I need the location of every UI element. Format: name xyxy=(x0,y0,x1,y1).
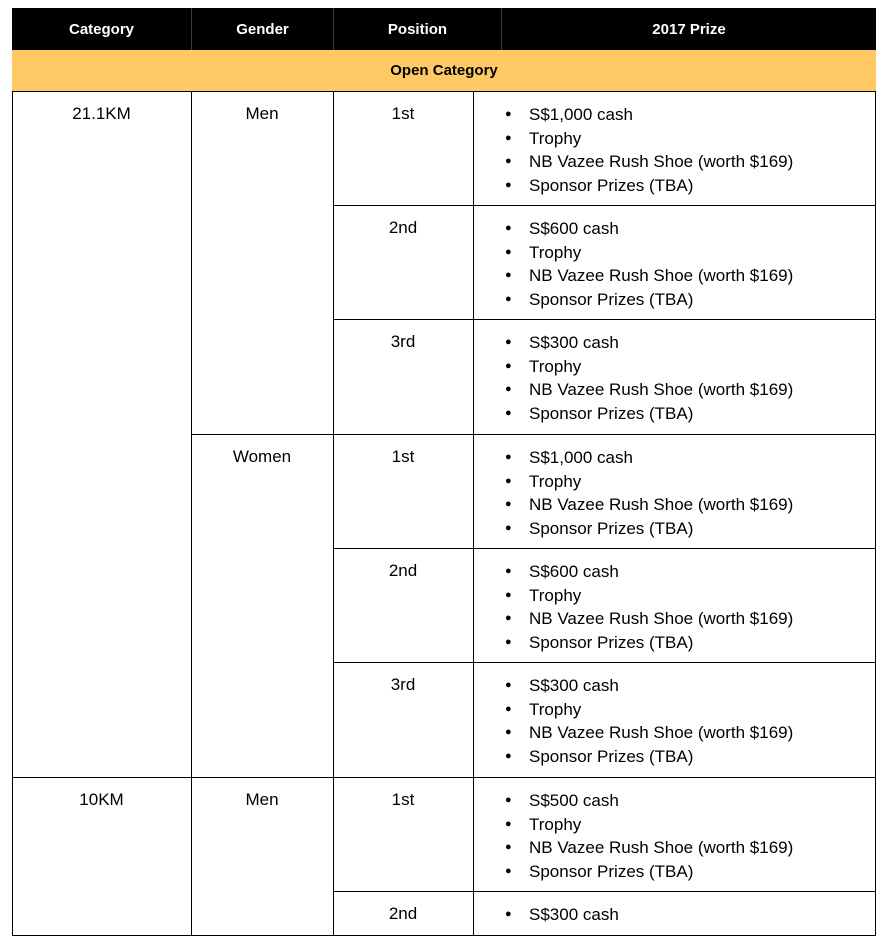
prize-item: ● Trophy xyxy=(505,584,793,608)
prize-item: ● S$300 cash xyxy=(505,903,619,927)
prize-list xyxy=(505,446,793,540)
header-category: Category xyxy=(12,8,191,50)
prize-item: ● Trophy xyxy=(505,470,793,494)
header-gender: Gender xyxy=(191,8,333,50)
prize-item: ● Sponsor Prizes (TBA) xyxy=(505,174,793,198)
position-cell: 3rd xyxy=(390,332,416,351)
prize-item: ● Sponsor Prizes (TBA) xyxy=(505,745,793,769)
section-title: Open Category xyxy=(12,50,876,92)
prize-list xyxy=(505,103,793,197)
row-divider xyxy=(191,434,876,435)
prize-item: ● NB Vazee Rush Shoe (worth $169) xyxy=(505,493,793,517)
prize-item: ● NB Vazee Rush Shoe (worth $169) xyxy=(505,150,793,174)
gender-cell: Women xyxy=(232,447,292,466)
position-cell: 3rd xyxy=(390,675,416,694)
prize-list xyxy=(505,560,793,654)
prize-list xyxy=(505,331,793,425)
prize-item: ● NB Vazee Rush Shoe (worth $169) xyxy=(505,836,793,860)
prize-item: ● S$500 cash xyxy=(505,789,793,813)
prize-item: ● S$1,000 cash xyxy=(505,446,793,470)
prize-item: ● S$600 cash xyxy=(505,217,793,241)
row-divider xyxy=(333,662,876,663)
prize-item: ● Trophy xyxy=(505,355,793,379)
prize-item: ● Sponsor Prizes (TBA) xyxy=(505,517,793,541)
prize-item: ● S$1,000 cash xyxy=(505,103,793,127)
prize-item: ● S$300 cash xyxy=(505,674,793,698)
prize-list xyxy=(505,789,793,883)
position-cell: 1st xyxy=(391,447,415,466)
prize-item: ● NB Vazee Rush Shoe (worth $169) xyxy=(505,378,793,402)
row-divider xyxy=(333,548,876,549)
row-divider xyxy=(333,205,876,206)
position-cell: 2nd xyxy=(388,561,418,580)
prize-item: ● NB Vazee Rush Shoe (worth $169) xyxy=(505,721,793,745)
position-cell: 2nd xyxy=(388,218,418,237)
prize-item: ● S$300 cash xyxy=(505,331,793,355)
row-divider xyxy=(333,319,876,320)
gender-cell: Men xyxy=(245,104,279,123)
prize-table xyxy=(12,8,876,936)
table-border-bottom xyxy=(12,935,876,936)
prize-item: ● Sponsor Prizes (TBA) xyxy=(505,288,793,312)
position-cell: 2nd xyxy=(388,904,418,923)
prize-item: ● NB Vazee Rush Shoe (worth $169) xyxy=(505,264,793,288)
prize-item: ● NB Vazee Rush Shoe (worth $169) xyxy=(505,607,793,631)
category-cell: 21.1KM xyxy=(72,104,131,123)
prize-item: ● Trophy xyxy=(505,813,793,837)
gender-cell: Men xyxy=(245,790,279,809)
category-cell: 10KM xyxy=(79,790,124,809)
position-cell: 1st xyxy=(391,790,415,809)
position-cell: 1st xyxy=(391,104,415,123)
column-divider xyxy=(473,92,474,936)
prize-item: ● Sponsor Prizes (TBA) xyxy=(505,631,793,655)
header-position: Position xyxy=(333,8,501,50)
row-divider xyxy=(12,777,876,778)
row-divider xyxy=(333,891,876,892)
prize-list xyxy=(505,674,793,768)
prize-list xyxy=(505,217,793,311)
prize-item: ● Sponsor Prizes (TBA) xyxy=(505,402,793,426)
prize-item: ● Sponsor Prizes (TBA) xyxy=(505,860,793,884)
table-border-right xyxy=(875,92,876,936)
prize-item: ● S$600 cash xyxy=(505,560,793,584)
prize-list xyxy=(505,903,619,927)
header-prize: 2017 Prize xyxy=(501,8,876,50)
prize-item: ● Trophy xyxy=(505,127,793,151)
prize-item: ● Trophy xyxy=(505,241,793,265)
prize-item: ● Trophy xyxy=(505,698,793,722)
